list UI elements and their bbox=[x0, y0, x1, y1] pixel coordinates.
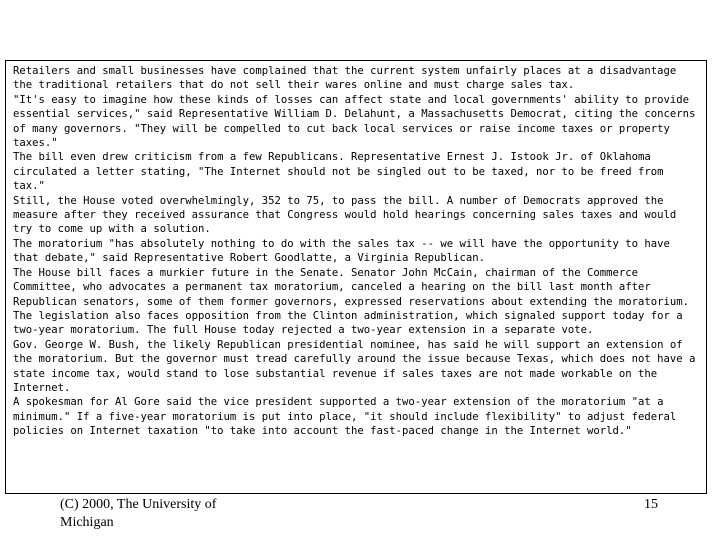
paragraph-6: The House bill faces a murkier future in the Senate. Senator John McCain, chairman of the Commerce Committee, who advocates a permanent tax moratorium, canceled a hearing on the bill last month after Republican senators, some of them former governors, expressed reservations about extending the moratorium. bbox=[13, 266, 690, 308]
paragraph-7: The legislation also faces opposition from the Clinton administration, which signaled support today for a two-year moratorium. The full House today rejected a two-year extension in a separate vote. bbox=[13, 309, 683, 337]
paragraph-3: The bill even drew criticism from a few Republicans. Representative Ernest J. Istook Jr. of Oklahoma circulated a letter stating, "The Internet should not be singled out to be taxed, nor to be freed from tax." bbox=[13, 151, 664, 193]
slide-page-number: 15 bbox=[644, 497, 658, 512]
paragraph-8: Gov. George W. Bush, the likely Republican presidential nominee, has said he will support an extension of the moratorium. But the governor must tread carefully around the issue because Texas, which does not have a state income tax, would stand to lose substantial revenue if sales taxes are not made workable on the Internet. bbox=[13, 338, 696, 394]
paragraph-4: Still, the House voted overwhelmingly, 352 to 75, to pass the bill. A number of Democrats approved the measure after they received assurance that Congress would hold hearings concerning sales taxes and would try to come up with a solution. bbox=[13, 194, 677, 236]
paragraph-5: The moratorium "has absolutely nothing to do with the sales tax -- we will have the opportunity to have that debate," said Representative Robert Goodlatte, a Virginia Republican. bbox=[13, 237, 670, 265]
footer-copyright: (C) 2000, The University of Michigan bbox=[60, 497, 217, 530]
article-text-box bbox=[5, 60, 707, 494]
paragraph-1: Retailers and small businesses have complained that the current system unfairly places at a disadvantage the traditional retailers that do not sell their wares online and must charge sales tax. bbox=[13, 65, 677, 92]
paragraph-9: A spokesman for Al Gore said the vice president supported a two-year extension of the moratorium "at a minimum." If a five-year moratorium is put into place, "it should include flexibility" to adjust federal policies on Internet taxation "to take into account the fast-paced change in the Internet world." bbox=[13, 396, 677, 438]
paragraph-2: "It's easy to imagine how these kinds of losses can affect state and local governments' ability to provide essential services," said Representative William D. Delahunt, a Massachusetts Democrat, citing the concerns of many governors. "They will be compelled to cut back local services or raise income taxes or property taxes." bbox=[13, 93, 696, 150]
